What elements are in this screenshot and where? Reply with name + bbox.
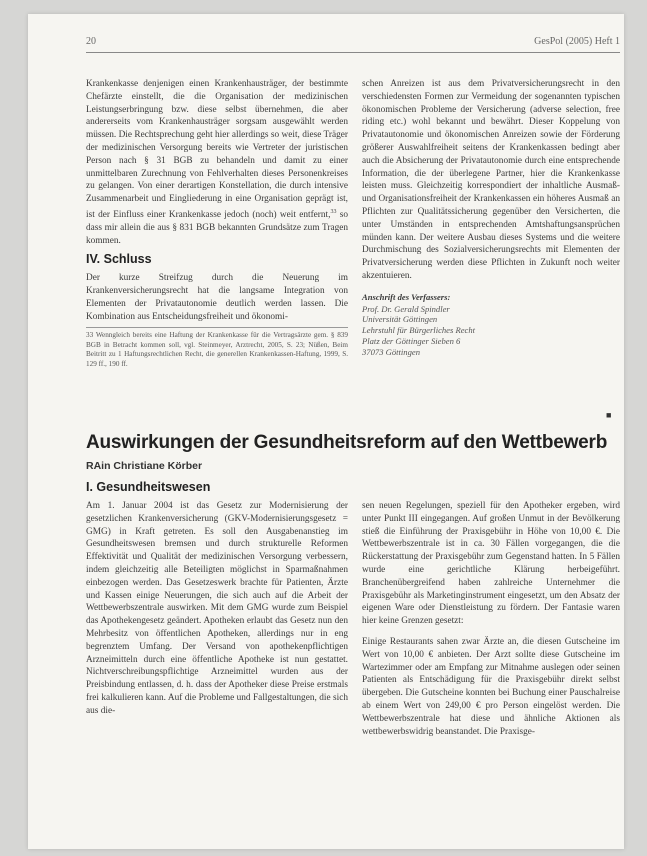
body-paragraph: schen Anreizen ist aus dem Privatversicherungsrecht in den verschiedensten Formen zur Vermeidung der sogenannten typischen ökonomischen Probleme der Versicherung (adverse selection, free riding etc.) wohl bekannt und bewährt. Dieser Koppelung von Privatautonomie und ökonomischen Anreizen sowie der Förderung größerer Auswahlfreiheit seitens der Krankenkassen bedingt aber auch die Absicherung der Privatautonomie durch eine entsprechende Information, die der überlegene Partner, hier die Krankenkasse leisten muss. Gleichzeitig korrespondiert der inhaltliche Ausmaß- und Organisationsfreiheit der Krankenkassen ein höheres Ausmaß an Pflichten zur Qualitätssicherung gegenüber den Versicherten, die unter Umständen in entsprechenden Amtshaftungsansprüchen münden kann. Der weitere Ausbau dieses Systems und die weitere Durchmischung des Sozialversicherungsrechts mit Elementen der Privatversicherung werden diese Pflichten in Zukunft noch weiter akzentuieren. [362,79,620,281]
address-line: 37073 Göttingen [362,346,421,357]
top-right-column [362,78,620,358]
body-paragraph: sen neuen Regelungen, speziell für den Apotheker ergeben, wird unter Punkt III eingegangen. Auf großen Unmut in der Bevölkerung stieß die Einführung der Praxisgebühr in Höhe von 10,00 €. Die Wettbewerbszentrale ist in ca. 30 Fällen vorgegangen, die die Rückerstattung der Praxisgebühr zum Gegenstand hatten. In 5 Fällen wurde eine gerichtliche Klärung herbeigeführt. Branchenübergreifend haben zahlreiche Unternehmer die Praxisgebühr als Marketinginstrument eingesetzt, um den Absatz der eigenen Ware oder Dienstleistung zu fördern. Der Fantasie waren hier keine Grenzen gesetzt: [362,501,620,627]
author-address-title: Anschrift des Verfassers: [362,291,451,302]
address-line: Prof. Dr. Gerald Spindler [362,303,450,314]
address-line: Universität Göttingen [362,314,438,325]
footnote-marker: 33 [330,208,337,215]
body-paragraph: Der kurze Streifzug durch die Neuerung im Krankenversicherungsrecht hat die langsame Integration von Elementen der Privatautonomie deutlich werden lassen. Die Kombination aus Entscheidungsfreiheit und ökonomi- [86,273,348,322]
header-rule [86,52,620,53]
bottom-right-column [362,500,620,738]
article-author: RAin Christiane Körber [86,460,203,472]
body-paragraph: Einige Restaurants sahen zwar Ärzte an, die diesen Gutscheine im Wert von 10,00 € anbieten. Der Arzt sollte diese Gutscheine im Wartezimmer oder am Empfang zur Mitnahme auslegen oder seinen Patienten als Entschädigung für die Praxisgebühr direkt selbst übergeben. Die Gutscheine konnten bei Buchung einer Pauschalreise ab einem Wert von 249,00 € pro Person eingelöst werden. Die Wettbewerbszentrale hat diese und ähnliche Aktionen als wettbewerbswidrig beanstandet. Die Praxisge- [362,636,620,737]
page-header [86,36,620,50]
article-title: Auswirkungen der Gesundheitsreform auf den Wettbewerb [86,432,608,453]
footnote: 33 Wenngleich bereits eine Haftung der Krankenkasse für die Vertragsärzte gem. § 839 BGB in Betracht kommen soll, vgl. Steinmeyer, Arztrecht, 2005, S. 23; Nüßen, Beim Beitritt zu 1 Haftungsrechtlichen Recht, die generellen Krankenkassen-Haftung, 1999, S. 129 ff., 190 ff. [86,327,348,369]
body-paragraph: Am 1. Januar 2004 ist das Gesetz zur Modernisierung der gesetzlichen Krankenversicherung (GKV-Modernisierungsgesetz = GMG) in Kraft getreten. Es soll den Ausgabenanstieg im Gesundheitswesen bremsen und durch strukturelle Reformen Effektivität und Qualität der medizinischen Versorgung verbessern, indem gleichzeitig alle Beteiligten möglichst in Sparmaßnahmen einbezogen werden. Das Gesetzeswerk brachte für Patienten, Ärzte und Kassen einige Neuerungen, die sich auch auf die Arbeit der Wettbewerbszentrale auswirken. Mit dem GMG wurde zum Beispiel das Apothekengesetz geändert. Apotheken erlaubt das Gesetz nun den Mehrbesitz von öffentlichen Apotheken, allerdings nur in eng begrenztem Umfang. Der Versand von apothekenpflichtigen Arzneimitteln durch eine öffentliche Apotheke ist nun gestattet. Nichtverschreibungspflichtige Arzneimittel wurden aus der Preisbindung entlassen, d. h. dass der Apotheker diese Preise erstmals frei kalkulieren kann. Auf die Probleme und Fallgestaltungen, die sich aus die- [86,501,348,716]
end-of-article-mark: ■ [606,410,612,420]
section-heading: I. Gesundheitswesen [86,480,211,494]
document-page [28,14,624,849]
section-heading: IV. Schluss [86,252,152,267]
bottom-left-column [86,500,348,718]
author-address [362,304,620,358]
address-line: Platz der Göttinger Sieben 6 [362,335,461,346]
page-number: 20 [86,36,96,47]
body-paragraph: Krankenkasse denjenigen einen Krankenhausträger, der bestimmte Chefärzte einstellt, die die Organisation der medizinischen Leistungserbringung bzw. diese selbst übernehmen, die aber andererseits vom Krankenhausträger sorgsam ausgewählt werden müssen. Die Rechtsprechung geht hier allerdings so weit, diese Träger der medizinischen Versorgung bereits wie Vertreter der juristischen Person nach § 31 BGB zu behandeln und damit zu einer unmittelbaren Zurechnung von Fehlverhalten dieses Personenkreises zu gelangen. Von einer derartigen Konstellation, die durch intensive Zusammenarbeit und Eingliederung in eine Organisation geprägt ist, ist der Einfluss einer Krankenkasse jedoch (noch) weit entfernt,$^{33}$ so dass mir allein die aus § 831 BGB bekannten Grundsätze zum Tragen kommen. [86,79,349,246]
top-left-column [86,78,348,369]
address-line: Lehrstuhl für Bürgerliches Recht [362,325,476,336]
journal-reference: GesPol (2005) Heft 1 [534,36,620,47]
